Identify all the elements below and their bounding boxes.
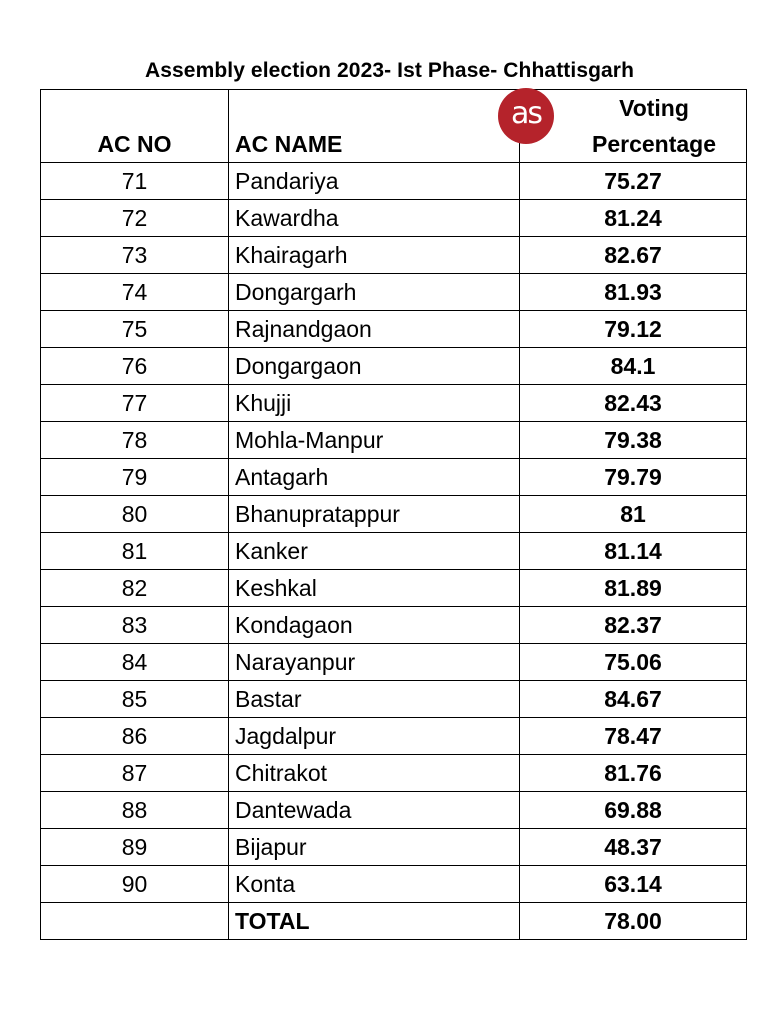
table-row <box>41 644 747 681</box>
voting-percentage: 79.79 <box>520 459 747 496</box>
ac-name: Kawardha <box>229 200 520 237</box>
ac-number: 76 <box>41 348 229 385</box>
table-row <box>41 311 747 348</box>
voting-percentage: 75.06 <box>520 644 747 681</box>
voting-percentage: 78.47 <box>520 718 747 755</box>
voting-percentage: 81.93 <box>520 274 747 311</box>
voting-percentage: 81.89 <box>520 570 747 607</box>
table-row <box>41 200 747 237</box>
table-row <box>41 829 747 866</box>
total-label: TOTAL <box>229 903 520 940</box>
ac-number: 84 <box>41 644 229 681</box>
table-row <box>41 459 747 496</box>
voting-percentage: 79.12 <box>520 311 747 348</box>
ac-number: 74 <box>41 274 229 311</box>
ac-name: Narayanpur <box>229 644 520 681</box>
ac-number: 83 <box>41 607 229 644</box>
table-row <box>41 866 747 903</box>
ac-name: Khairagarh <box>229 237 520 274</box>
ac-number: 89 <box>41 829 229 866</box>
ac-number: 78 <box>41 422 229 459</box>
ac-name: Konta <box>229 866 520 903</box>
ac-name: Bhanupratappur <box>229 496 520 533</box>
ac-number: 80 <box>41 496 229 533</box>
table-row <box>41 718 747 755</box>
ac-name: Dantewada <box>229 792 520 829</box>
table-row <box>41 163 747 200</box>
ac-number: 85 <box>41 681 229 718</box>
table-row <box>41 422 747 459</box>
voting-percentage: 48.37 <box>520 829 747 866</box>
ac-number: 87 <box>41 755 229 792</box>
voting-percentage: 81.24 <box>520 200 747 237</box>
ac-number: 71 <box>41 163 229 200</box>
ac-name: Bastar <box>229 681 520 718</box>
voting-percentage: 81.14 <box>520 533 747 570</box>
table-row <box>41 385 747 422</box>
ac-number: 79 <box>41 459 229 496</box>
table-row <box>41 607 747 644</box>
table-row <box>41 792 747 829</box>
table-row <box>41 755 747 792</box>
ac-number: 82 <box>41 570 229 607</box>
ac-name: Dongargaon <box>229 348 520 385</box>
ac-name: Kanker <box>229 533 520 570</box>
ac-number: 75 <box>41 311 229 348</box>
table-body <box>41 163 747 903</box>
total-row <box>41 903 747 940</box>
ac-name: Pandariya <box>229 163 520 200</box>
ac-name: Jagdalpur <box>229 718 520 755</box>
total-ac-no <box>41 903 229 940</box>
voting-percentage: 84.67 <box>520 681 747 718</box>
table-row <box>41 237 747 274</box>
voting-percentage: 63.14 <box>520 866 747 903</box>
table-row <box>41 681 747 718</box>
voting-percentage: 79.38 <box>520 422 747 459</box>
ac-name: Keshkal <box>229 570 520 607</box>
table-header-row <box>41 90 747 163</box>
table-row <box>41 496 747 533</box>
ac-number: 72 <box>41 200 229 237</box>
voting-percentage: 82.67 <box>520 237 747 274</box>
ac-name: Chitrakot <box>229 755 520 792</box>
voting-percentage: 82.37 <box>520 607 747 644</box>
header-voting-line2: Percentage <box>591 131 716 157</box>
header-ac-name: AC NAME <box>229 90 520 163</box>
voting-percentage: 84.1 <box>520 348 747 385</box>
voting-percentage: 75.27 <box>520 163 747 200</box>
ac-name: Dongargarh <box>229 274 520 311</box>
header-voting-percentage <box>510 90 747 163</box>
ac-name: Mohla-Manpur <box>229 422 520 459</box>
table-row <box>41 274 747 311</box>
ac-name: Kondagaon <box>229 607 520 644</box>
voting-table <box>40 89 747 940</box>
total-percentage: 78.00 <box>520 903 747 940</box>
header-ac-no: AC NO <box>41 90 229 163</box>
voting-percentage: 69.88 <box>520 792 747 829</box>
as-logo-icon: as <box>498 88 554 144</box>
ac-number: 90 <box>41 866 229 903</box>
header-voting-line1: Voting <box>619 95 689 121</box>
table-row <box>41 533 747 570</box>
voting-percentage: 81 <box>520 496 747 533</box>
ac-number: 81 <box>41 533 229 570</box>
ac-number: 77 <box>41 385 229 422</box>
ac-number: 88 <box>41 792 229 829</box>
ac-number: 73 <box>41 237 229 274</box>
document-title: Assembly election 2023- Ist Phase- Chhattisgarh <box>144 59 635 82</box>
table-row <box>41 570 747 607</box>
ac-name: Rajnandgaon <box>229 311 520 348</box>
ac-name: Bijapur <box>229 829 520 866</box>
ac-name: Antagarh <box>229 459 520 496</box>
ac-name: Khujji <box>229 385 520 422</box>
ac-number: 86 <box>41 718 229 755</box>
voting-percentage: 82.43 <box>520 385 747 422</box>
table-row <box>41 348 747 385</box>
voting-percentage: 81.76 <box>520 755 747 792</box>
